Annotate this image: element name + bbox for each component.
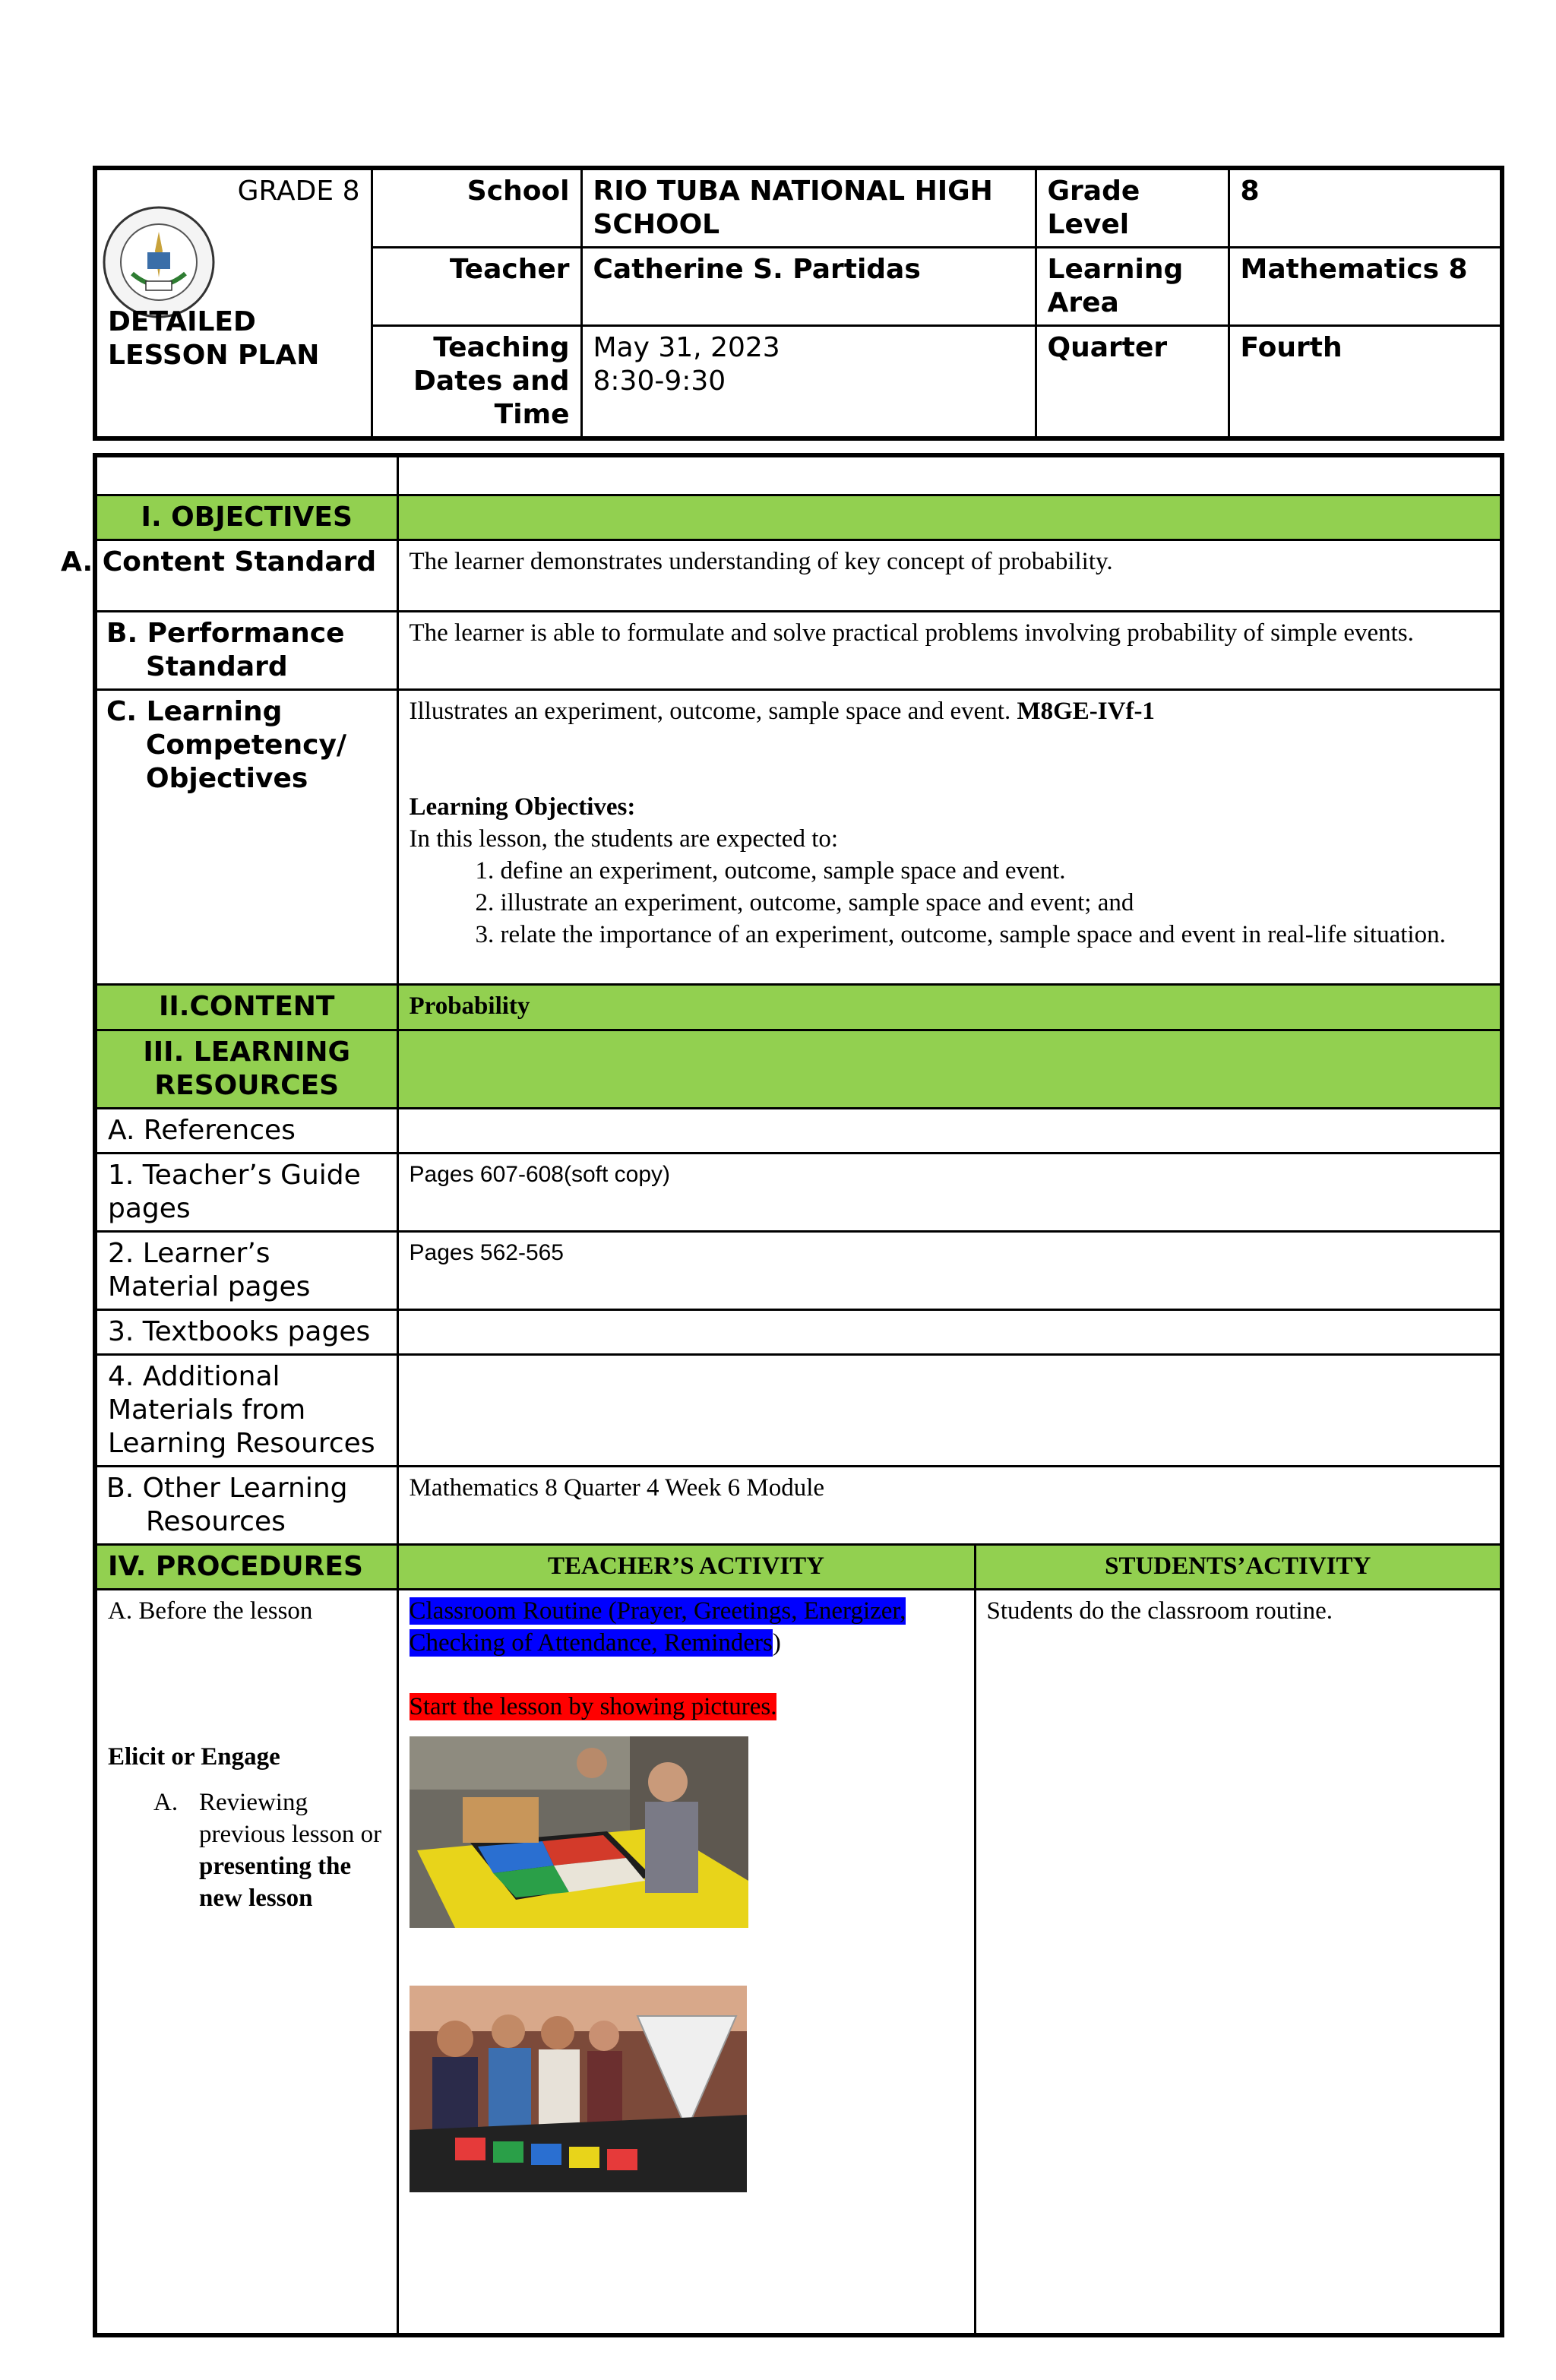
teachers-guide-value: Pages 607-608(soft copy) xyxy=(397,1153,1502,1231)
learners-material-label: 2. Learner’s Material pages xyxy=(95,1231,397,1309)
doc-title: DETAILED LESSON PLAN xyxy=(108,306,320,371)
content-value: Probability xyxy=(397,984,1502,1030)
learning-area-label: Learning Area xyxy=(1036,248,1229,326)
objectives-heading-fill xyxy=(397,495,1502,540)
resources-heading: III. LEARNING RESOURCES xyxy=(95,1030,397,1108)
performance-standard-value: The learner is able to formulate and solve practical problems involving probability of simple events. xyxy=(397,611,1502,689)
game-photo-2 xyxy=(410,1986,747,2192)
content-standard-value: The learner demonstrates understanding of key concept of probability. xyxy=(397,540,1502,611)
teacher-label: Teacher xyxy=(372,248,581,326)
performance-standard-label: B. Performance Standard xyxy=(95,611,397,689)
list-item: 1. define an experiment, outcome, sample space and event. xyxy=(501,855,1490,887)
lesson-plan-table xyxy=(61,453,1504,2337)
references-label: A. References xyxy=(95,1108,397,1153)
teachers-guide-label: 1. Teacher’s Guide pages xyxy=(95,1153,397,1231)
classroom-routine-text: Classroom Routine (Prayer, Greetings, Energizer, Checking of Attendance, Reminders) xyxy=(409,1597,906,1657)
student-activity-cell xyxy=(975,1589,1502,2335)
grade-level-value: 8 xyxy=(1229,168,1502,248)
teacher-activity-cell xyxy=(397,1589,975,2335)
additional-materials-label: 4. Additional Materials from Learning Resources xyxy=(95,1354,397,1466)
school-value: RIO TUBA NATIONAL HIGH SCHOOL xyxy=(581,168,1036,248)
teacher-value: Catherine S. Partidas xyxy=(581,248,1036,326)
competency-cell xyxy=(397,689,1502,984)
content-heading: II.CONTENT xyxy=(95,984,397,1030)
other-resources-value: Mathematics 8 Quarter 4 Week 6 Module xyxy=(397,1466,1502,1544)
quarter-value: Fourth xyxy=(1229,326,1502,439)
student-activity-header: STUDENTS’ACTIVITY xyxy=(975,1544,1502,1589)
list-item: 2. illustrate an experiment, outcome, sample space and event; and xyxy=(501,887,1490,919)
dates-value xyxy=(581,326,1036,439)
competency-value: Illustrates an experiment, outcome, sample space and event. M8GE-IVf-1 xyxy=(409,697,1155,725)
content-standard-label: A. Content Standard xyxy=(95,540,397,611)
procedures-heading: IV. PROCEDURES xyxy=(95,1544,397,1589)
textbook-label: 3. Textbooks pages xyxy=(95,1309,397,1354)
additional-materials-value xyxy=(397,1354,1502,1466)
blank-cell xyxy=(95,455,397,495)
header-table xyxy=(93,166,1504,441)
textbook-value xyxy=(397,1309,1502,1354)
dates-label: Teaching Dates and Time xyxy=(372,326,581,439)
game-photo-1 xyxy=(410,1736,748,1928)
learning-objectives-list xyxy=(410,855,1490,951)
grade-label: GRADE 8 xyxy=(237,176,360,207)
learning-area-value: Mathematics 8 xyxy=(1229,248,1502,326)
other-resources-label: B. Other Learning Resources xyxy=(95,1466,397,1544)
references-value xyxy=(397,1108,1502,1153)
resources-heading-fill xyxy=(397,1030,1502,1108)
before-lesson-label: A. Before the lesson xyxy=(108,1597,313,1625)
date-value: May 31, 2023 xyxy=(593,332,780,363)
review-item: A. Reviewing previous lesson or presenting the new lesson xyxy=(153,1788,382,1912)
learning-objectives-intro: In this lesson, the students are expected to: xyxy=(409,824,839,853)
header-grade-cell xyxy=(95,168,372,438)
elicit-engage-label: Elicit or Engage xyxy=(108,1742,280,1771)
learning-objectives-heading: Learning Objectives: xyxy=(409,793,636,821)
competency-label: C. Learning Competency/ Objectives xyxy=(95,689,397,984)
procedures-label-cell xyxy=(95,1589,397,2335)
time-value: 8:30-9:30 xyxy=(593,366,726,397)
grade-level-label: Grade Level xyxy=(1036,168,1229,248)
school-label: School xyxy=(372,168,581,248)
quarter-label: Quarter xyxy=(1036,326,1229,439)
objectives-heading: I. OBJECTIVES xyxy=(95,495,397,540)
blank-cell xyxy=(397,455,1502,495)
teacher-activity-header: TEACHER’S ACTIVITY xyxy=(397,1544,975,1589)
student-routine-text: Students do the classroom routine. xyxy=(986,1597,1333,1625)
learners-material-value: Pages 562-565 xyxy=(397,1231,1502,1309)
start-lesson-text: Start the lesson by showing pictures. xyxy=(409,1692,777,1720)
list-item: 3. relate the importance of an experiment, outcome, sample space and event in real-life situation. xyxy=(501,919,1490,951)
